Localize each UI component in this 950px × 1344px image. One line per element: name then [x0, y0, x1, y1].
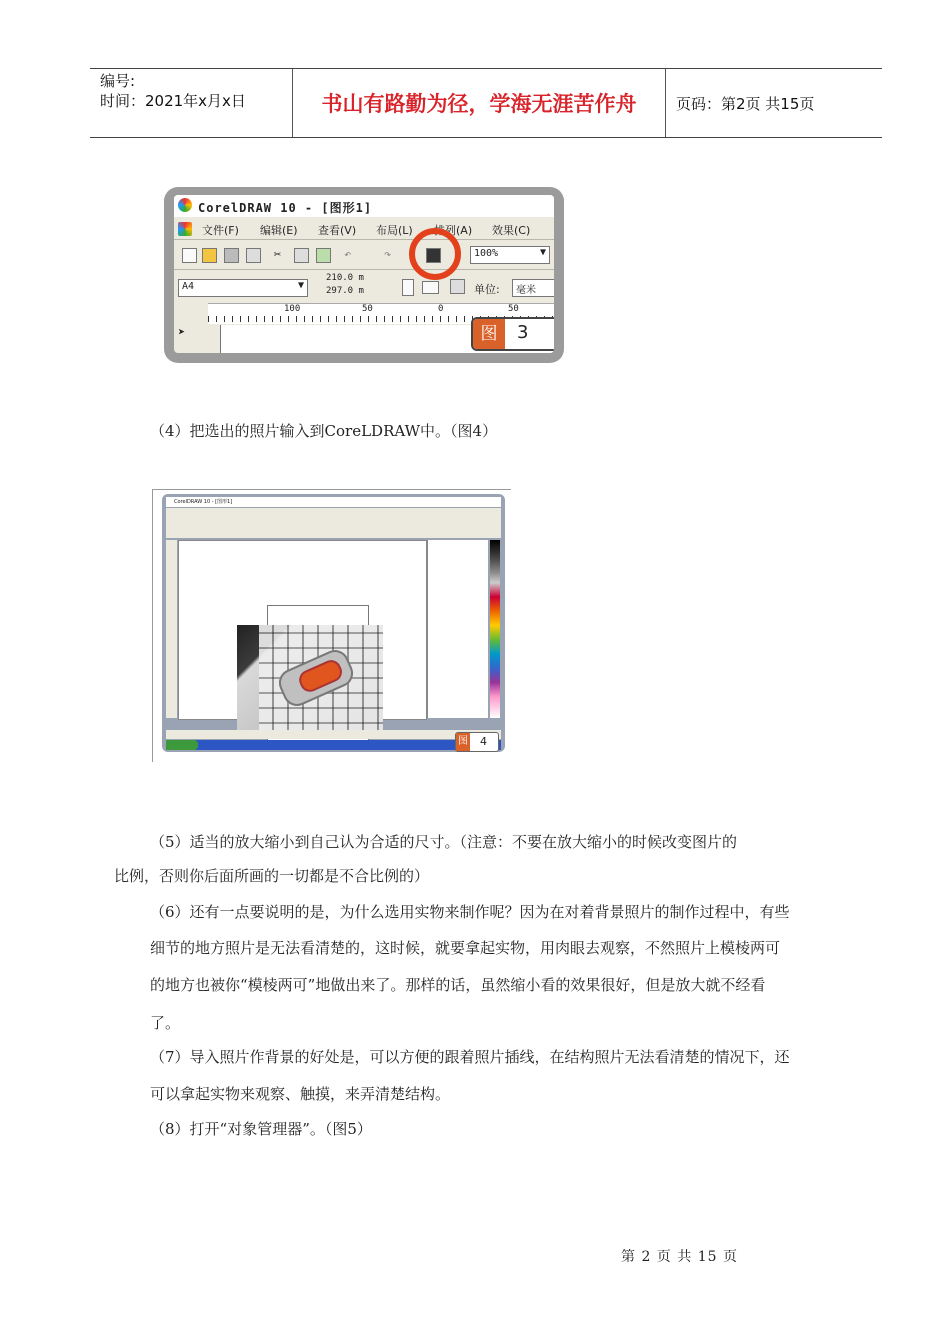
figure-badge [471, 317, 554, 351]
property-bar [174, 271, 554, 299]
time-label: 时间：2021年x月x日 [100, 92, 246, 110]
window-title: CorelDRAW 10 - [图形1] [174, 499, 233, 505]
ruler-tick: 50 [362, 304, 373, 314]
figure-badge-number: 4 [480, 735, 487, 748]
doc-icon [178, 222, 192, 236]
paragraph-7-line-1: （7）导入照片作背景的好处是，可以方便的跟着照片插线，在结构照片无法看清楚的情况下，还 [150, 1048, 790, 1066]
pages-icon[interactable] [450, 279, 465, 294]
window-titlebar [174, 195, 554, 217]
menu-arrange[interactable]: 排列(A) [434, 224, 473, 237]
open-folder-icon[interactable] [202, 248, 217, 263]
paper-size-value: A4 [182, 281, 195, 292]
print-icon[interactable] [246, 248, 261, 263]
window-title: CorelDRAW 10 - [图形1] [198, 201, 373, 215]
paragraph-8: （8）打开“对象管理器”。（图5） [150, 1120, 372, 1138]
ruler-tick: 100 [284, 304, 301, 314]
height-field[interactable]: 297.0 m [326, 286, 364, 296]
pick-tool-icon[interactable]: ➤ [178, 325, 186, 339]
menu-bar [174, 219, 554, 240]
coreldraw-app-icon [178, 198, 192, 212]
ruler-tick: 0 [438, 304, 444, 314]
figure-badge-key: 图 [456, 733, 470, 751]
paragraph-6-line-1: （6）还有一点要说明的是，为什么选用实物来制作呢？因为在对着背景照片的制作过程中，有些 [150, 903, 790, 921]
start-button[interactable] [166, 740, 198, 750]
header-motto: 书山有路勤为径，学海无涯苦作舟 [292, 69, 666, 137]
paragraph-7-line-2: 可以拿起实物来观察、触摸，来弄清楚结构。 [150, 1085, 451, 1103]
ruler-tick: 50 [508, 304, 519, 314]
menu-edit[interactable]: 编辑(E) [260, 224, 298, 237]
header-page-info: 页码：第2页 共15页 [676, 95, 815, 113]
width-field[interactable]: 210.0 m [326, 273, 364, 283]
menu-file[interactable]: 文件(F) [202, 224, 239, 237]
paragraph-5-line-1: （5）适当的放大缩小到自己认为合适的尺寸。（注意：不要在放大缩小的时候改变图片的 [150, 833, 738, 851]
zoom-value: 100% [474, 248, 499, 259]
number-label: 编号: [100, 72, 136, 90]
highlight-circle [409, 228, 461, 280]
imported-photo[interactable] [237, 625, 383, 737]
paragraph-4: （4）把选出的照片输入到CoreLDRAW中。（图4） [150, 422, 498, 440]
chevron-down-icon: ▼ [539, 247, 546, 258]
figure-4-screenshot [162, 494, 505, 752]
menu-effects[interactable]: 效果(C) [492, 224, 531, 237]
save-icon[interactable] [224, 248, 239, 263]
header-meta [100, 71, 290, 111]
menu-layout[interactable]: 布局(L) [376, 224, 413, 237]
paragraph-6-line-4: 了。 [150, 1014, 181, 1032]
status-bar [166, 730, 501, 739]
page-footer: 第 2 页 共 15 页 [621, 1249, 738, 1265]
unit-select[interactable] [512, 279, 554, 297]
object-manager-panel [427, 540, 488, 718]
paragraph-6-line-2: 细节的地方照片是无法看清楚的，这时候，就要拿起实物，用肉眼去观察，不然照片上模棱两可 [150, 939, 781, 957]
window-titlebar [166, 497, 501, 507]
zoom-select[interactable] [470, 246, 550, 264]
page-header [90, 68, 882, 138]
taskbar [166, 740, 501, 750]
new-file-icon[interactable] [182, 248, 197, 263]
paragraph-6-line-3: 的地方也被你“模棱两可”地做出来了。那样的话，虽然缩小看的效果很好，但是放大就不经看 [150, 976, 766, 994]
undo-icon[interactable]: ↶ [344, 247, 352, 261]
toolbox [166, 540, 177, 718]
copy-icon[interactable] [294, 248, 309, 263]
toolbars [166, 508, 501, 538]
color-palette[interactable] [490, 540, 500, 718]
menu-view[interactable]: 查看(V) [318, 224, 357, 237]
unit-label: 单位: [474, 283, 500, 296]
drawing-area[interactable] [178, 540, 427, 720]
figure-badge [455, 732, 499, 752]
standard-toolbar [174, 241, 554, 270]
figure-badge-key: 图 [473, 319, 505, 349]
landscape-icon[interactable] [422, 281, 439, 294]
portrait-icon[interactable] [402, 279, 414, 296]
figure-3-screenshot [164, 187, 564, 363]
cut-icon[interactable]: ✂ [274, 247, 282, 261]
chevron-down-icon: ▼ [297, 280, 304, 291]
paper-size-select[interactable] [178, 279, 308, 297]
unit-value: 毫米 [516, 285, 536, 296]
paragraph-5-line-2: 比例，否则你后面所画的一切都是不合比例的） [114, 867, 430, 885]
paste-icon[interactable] [316, 248, 331, 263]
redo-icon[interactable]: ↷ [384, 247, 392, 261]
figure-badge-number: 3 [517, 322, 529, 343]
